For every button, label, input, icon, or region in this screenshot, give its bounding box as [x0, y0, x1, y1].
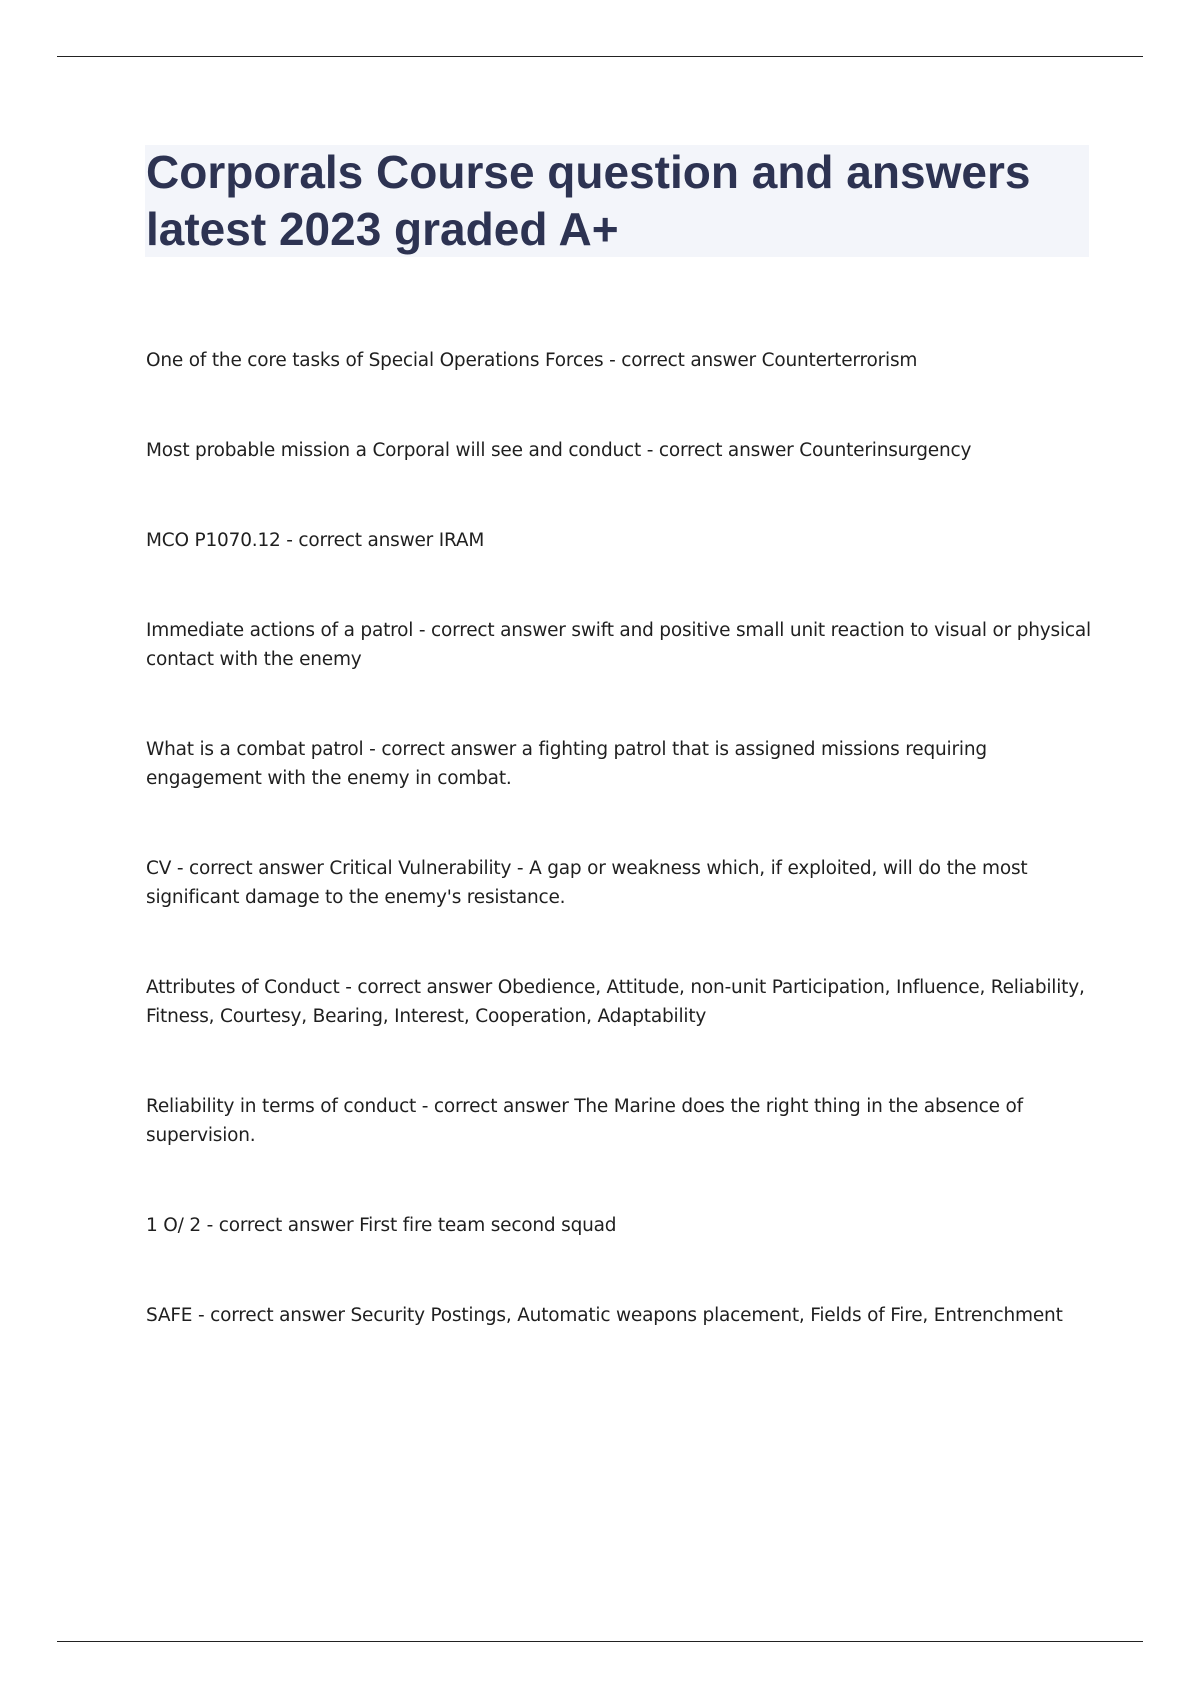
footer-rule — [57, 1641, 1143, 1642]
qa-item: CV - correct answer Critical Vulnerability - A gap or weakness which, if exploited, will do the most significant damage to the enemy's resistance. — [146, 858, 1028, 908]
header-rule — [57, 56, 1143, 57]
qa-item: 1 O/ 2 - correct answer First fire team second squad — [146, 1215, 617, 1236]
qa-item: One of the core tasks of Special Operations Forces - correct answer Counterterrorism — [146, 350, 918, 371]
qa-item: Most probable mission a Corporal will see and conduct - correct answer Counterinsurgency — [146, 440, 972, 461]
qa-item: MCO P1070.12 - correct answer IRAM — [146, 530, 485, 551]
qa-item: What is a combat patrol - correct answer a fighting patrol that is assigned missions requiring engagement with the enemy in combat. — [146, 739, 987, 789]
document-title: Corporals Course question and answers latest 2023 graded A+ — [146, 146, 1031, 255]
qa-item: Reliability in terms of conduct - correct answer The Marine does the right thing in the absence of supervision. — [146, 1096, 1023, 1146]
qa-item: Immediate actions of a patrol - correct answer swift and positive small unit reaction to visual or physical contact with the enemy — [146, 620, 1091, 670]
qa-item: SAFE - correct answer Security Postings, Automatic weapons placement, Fields of Fire, Entrenchment — [146, 1305, 1063, 1326]
qa-list — [146, 346, 1091, 1391]
qa-item: Attributes of Conduct - correct answer Obedience, Attitude, non-unit Participation, Influence, Reliability, Fitness, Courtesy, Bearing, Interest, Cooperation, Adaptability — [146, 977, 1085, 1027]
